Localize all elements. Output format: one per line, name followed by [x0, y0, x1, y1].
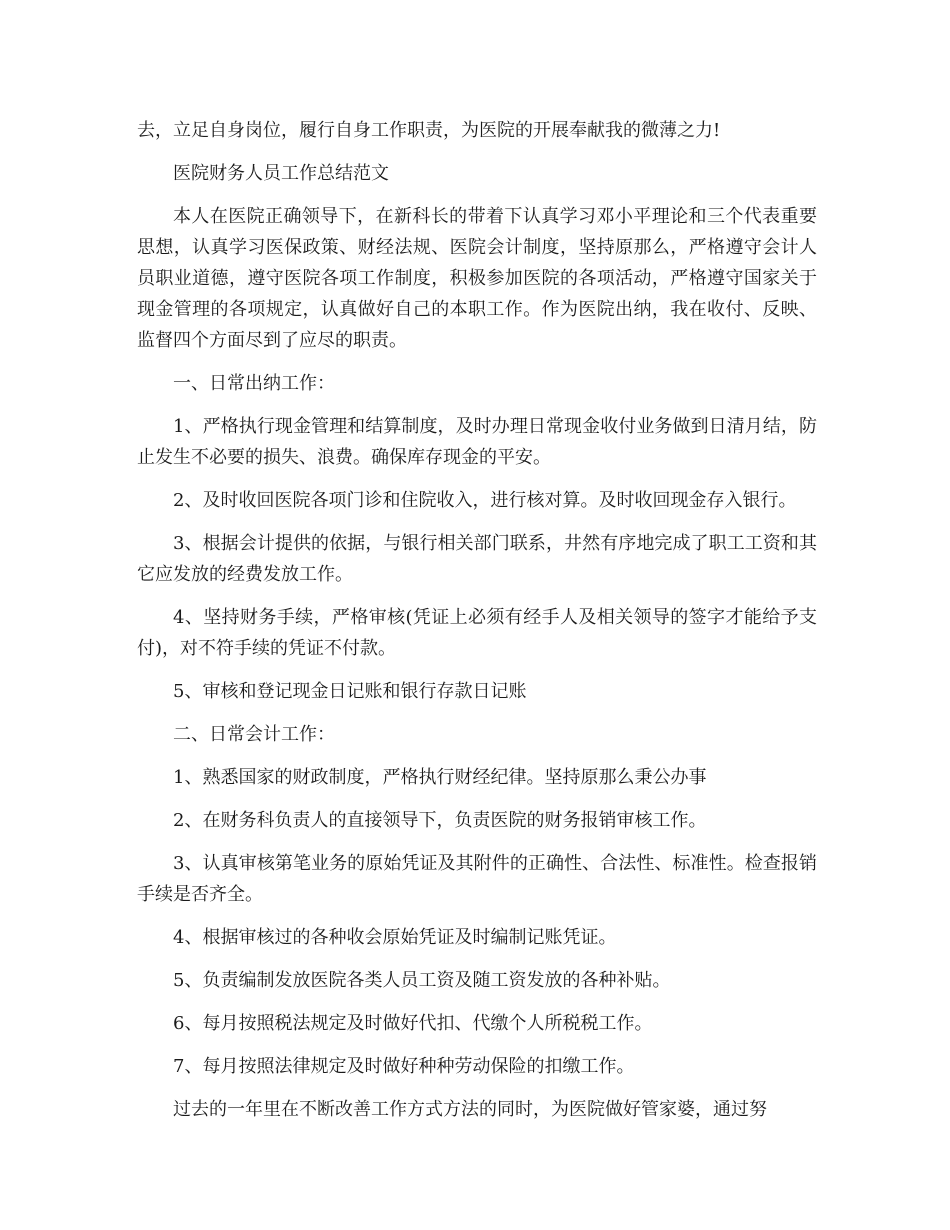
- list-item: 5、负责编制发放医院各类人员工资及随工资发放的各种补贴。: [173, 970, 671, 991]
- heading-cashier-work: 一、日常出纳工作：: [173, 373, 335, 394]
- list-item: 2、在财务科负责人的直接领导下，负责医院的财务报销审核工作。: [173, 810, 707, 831]
- list-item: 2、及时收回医院各项门诊和住院收入，进行核对算。及时收回现金存入银行。: [173, 490, 797, 511]
- document-body: [137, 115, 817, 1137]
- paragraph-continuation: 去，立足自身岗位，履行自身工作职责，为医院的开展奉献我的微薄之力!: [137, 120, 721, 141]
- list-item: 4、根据审核过的各种收会原始凭证及时编制记账凭证。: [173, 927, 617, 948]
- paragraph-closing: 过去的一年里在不断改善工作方式方法的同时，为医院做好管家婆，通过努: [173, 1099, 767, 1120]
- section-title: 医院财务人员工作总结范文: [173, 163, 389, 184]
- list-item: 3、根据会计提供的依据，与银行相关部门联系，井然有序地完成了职工工资和其它应发放的经费发放工作。: [137, 533, 817, 585]
- list-item: 1、严格执行现金管理和结算制度，及时办理日常现金收付业务做到日清月结，防止发生不必要的损失、浪费。确保库存现金的平安。: [137, 416, 817, 468]
- list-item: 1、熟悉国家的财政制度，严格执行财经纪律。坚持原那么秉公办事: [173, 767, 707, 788]
- list-item: 7、每月按照法律规定及时做好种种劳动保险的扣缴工作。: [173, 1056, 635, 1077]
- list-item: 3、认真审核第笔业务的原始凭证及其附件的正确性、合法性、标准性。检查报销手续是否齐全。: [137, 853, 817, 905]
- list-item: 5、审核和登记现金日记账和银行存款日记账: [173, 681, 527, 702]
- paragraph-intro: 本人在医院正确领导下，在新科长的带着下认真学习邓小平理论和三个代表重要思想，认真学习医保政策、财经法规、医院会计制度，坚持原那么，严格遵守会计人员职业道德，遵守医院各项工作制度，积极参加医院的各项活动，严格遵守国家关于现金管理的各项规定，认真做好自己的本职工作。作为医院出纳，我在收付、反映、监督四个方面尽到了应尽的职责。: [137, 206, 817, 351]
- heading-accounting-work: 二、日常会计工作：: [173, 724, 335, 745]
- list-item: 4、坚持财务手续，严格审核(凭证上必须有经手人及相关领导的签字才能给予支付)，对不符手续的凭证不付款。: [137, 607, 817, 659]
- list-item: 6、每月按照税法规定及时做好代扣、代缴个人所税税工作。: [173, 1013, 653, 1034]
